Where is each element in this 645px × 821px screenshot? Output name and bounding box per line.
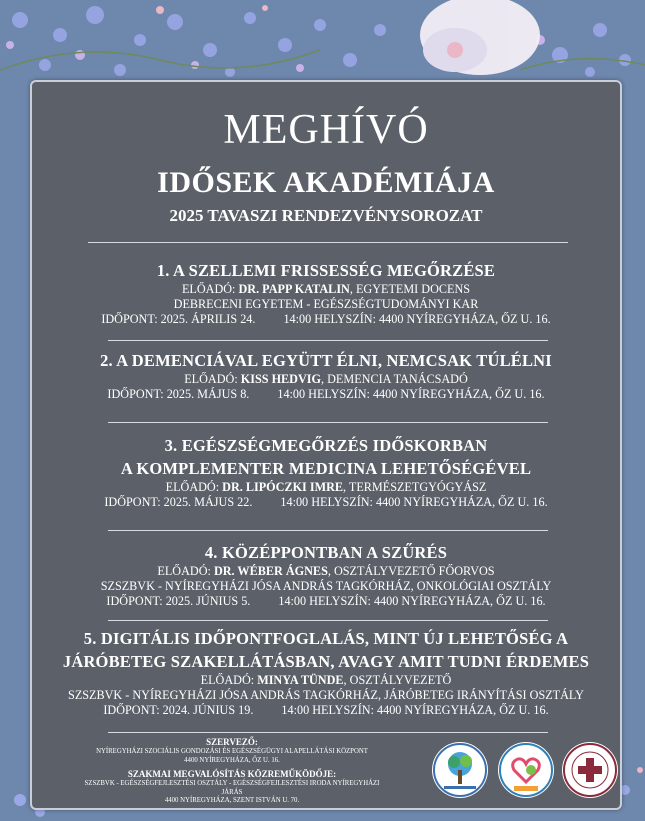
session-affiliation: SZSZBVK - NYÍREGYHÁZI JÓSA ANDRÁS TAGKÓRHÁZ, JÁRÓBETEG IRÁNYÍTÁSI OSZTÁLY [68,688,584,702]
academy-title: IDŐSEK AKADÉMIÁJA [157,166,495,199]
tree-icon [432,742,488,798]
divider [88,242,568,243]
session-title: A KOMPLEMENTER MEDICINA LEHETŐSÉGÉVEL [120,459,532,478]
divider [108,732,548,733]
session-affiliation: SZSZBVK - NYÍREGYHÁZI JÓSA ANDRÁS TAGKÓRHÁZ, ONKOLÓGIAI OSZTÁLY [100,579,552,593]
session-speaker: ELŐADÓ: DR. PAPP KATALIN, EGYETEMI DOCENS [181,282,471,296]
session-speaker: ELŐADÓ: MINYA TÜNDE, OSZTÁLYVEZETŐ [200,673,452,687]
session-5 [32,627,620,718]
session-time: IDŐPONT: 2025. MÁJUS 22. 14:00 HELYSZÍN: 4400 NYÍREGYHÁZA, ŐZ U. 16. [104,495,548,509]
organizer-name: NYÍREGYHÁZI SZOCIÁLIS GONDOZÁSI ÉS EGÉSZSÉGÜGYI ALAPELLÁTÁSI KÖZPONT [96,748,368,755]
divider [108,340,548,341]
session-time: IDŐPONT: 2024. JÚNIUS 19. 14:00 HELYSZÍN: 4400 NYÍREGYHÁZA, ŐZ U. 16. [103,703,549,717]
health-promotion-logo [498,742,554,798]
cross-icon [562,742,618,798]
organizer-address: 4400 NYÍREGYHÁZA, ŐZ U. 16. [184,756,280,764]
divider [108,422,548,423]
session-1 [32,259,620,327]
session-2 [32,349,620,402]
partner-block [32,769,432,806]
session-time: IDŐPONT: 2025. MÁJUS 8. 14:00 HELYSZÍN: 4400 NYÍREGYHÁZA, ŐZ U. 16. [107,387,545,401]
organizer-heading: SZERVEZŐ: [206,737,258,747]
session-speaker: ELŐADÓ: KISS HEDVIG, DEMENCIA TANÁCSADÓ [184,372,468,386]
session-affiliation: DEBRECENI EGYETEM - EGÉSZSÉGTUDOMÁNYI KAR [173,297,479,311]
session-4 [32,541,620,609]
session-title: 3. EGÉSZSÉGMEGŐRZÉS IDŐSKORBAN [164,436,488,455]
partner-district: JÁRÁS [221,788,243,796]
session-3 [32,434,620,510]
divider [108,620,548,621]
partner-address: 4400 NYÍREGYHÁZA, SZENT ISTVÁN U. 70. [164,797,300,804]
heart-icon [498,742,554,798]
divider [108,530,548,531]
session-title: 5. DIGITÁLIS IDŐPONTFOGLALÁS, MINT ÚJ LEHETŐSÉG A [83,629,569,648]
partner-heading: SZAKMAI MEGVALÓSÍTÁS KÖZREMŰKÖDŐJE: [127,769,337,779]
tree-logo [432,742,488,798]
page-title: MEGHÍVÓ [223,107,429,153]
session-title: JÁRÓBETEG SZAKELLÁTÁSBAN, AVAGY AMIT TUDNI ÉRDEMES [62,652,590,671]
session-title: 4. KÖZÉPPONTBAN A SZŰRÉS [204,543,448,562]
session-speaker: ELŐADÓ: DR. LIPÓCZKI IMRE, TERMÉSZETGYÓGYÁSZ [165,480,487,494]
session-title: 1. A SZELLEMI FRISSESSÉG MEGŐRZÉSE [156,261,496,280]
partner-name: SZSZBVK - EGÉSZSÉGFEJLESZTÉSI OSZTÁLY - EGÉSZSÉGFEJLESZTÉSI IRODA NYÍREGYHÁZI [84,780,380,787]
hospital-logo [562,742,618,798]
series-title: 2025 TAVASZI RENDEZVÉNYSOROZAT [169,206,483,225]
session-time: IDŐPONT: 2025. JÚNIUS 5. 14:00 HELYSZÍN: 4400 NYÍREGYHÁZA, ŐZ U. 16. [106,594,546,608]
session-title: 2. A DEMENCIÁVAL EGYÜTT ÉLNI, NEMCSAK TÚLÉLNI [100,351,552,370]
organizer-block [32,737,432,765]
session-time: IDŐPONT: 2025. ÁPRILIS 24. 14:00 HELYSZÍN: 4400 NYÍREGYHÁZA, ŐZ U. 16. [101,312,551,326]
session-speaker: ELŐADÓ: DR. WÉBER ÁGNES, OSZTÁLYVEZETŐ FŐORVOS [157,564,495,578]
invitation-card [30,80,622,810]
